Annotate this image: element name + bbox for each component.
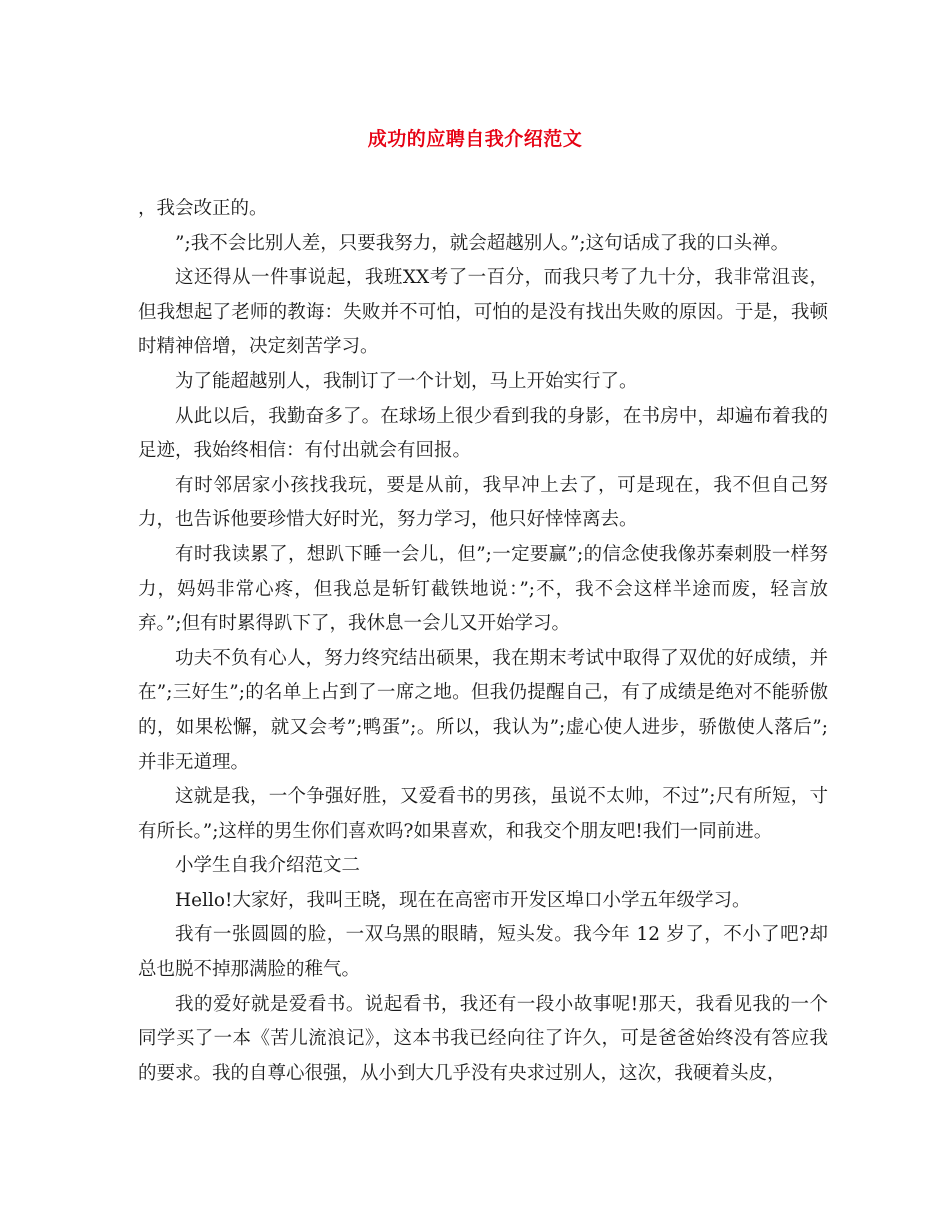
paragraph: 为了能超越别人，我制订了一个计划，马上开始实行了。 (175, 370, 638, 392)
paragraph: 这还得从一件事说起，我班XX考了一百分，而我只考了九十分，我非常沮丧，但我想起了老师的教诲：失败并不可怕，可怕的是没有找出失败的原因。于是，我顿时精神倍增，决定刻苦学习。 (138, 267, 828, 358)
paragraph: 我的爱好就是爱看书。说起看书，我还有一段小故事呢!那天，我看见我的一个同学买了一本《苦儿流浪记》，这本书我已经向往了许久，可是爸爸始终没有答应我的要求。我的自尊心很强，从小到大几乎没有央求过别人，这次，我硬着头皮， (138, 993, 828, 1084)
paragraph: 我有一张圆圆的脸，一双乌黑的眼睛，短头发。我今年 12 岁了，不小了吧?却总也脱不掉那满脸的稚气。 (138, 924, 828, 981)
paragraph: 从此以后，我勤奋多了。在球场上很少看到我的身影，在书房中，却遍布着我的足迹，我始终相信：有付出就会有回报。 (138, 405, 828, 462)
paragraph: Hello!大家好，我叫王晓，现在在高密市开发区埠口小学五年级学习。 (175, 889, 751, 911)
paragraph: 功夫不负有心人，努力终究结出硕果，我在期末考试中取得了双优的好成绩，并在”;三好生”;的名单上占到了一席之地。但我仍提醒自己，有了成绩是绝对不能骄傲的，如果松懈，就又会考”;鸭蛋”;。所以，我认为”;虚心使人进步，骄傲使人落后”;并非无道理。 (138, 647, 828, 773)
paragraph: ”;我不会比别人差，只要我努力，就会超越别人。”;这句话成了我的口头禅。 (175, 232, 790, 254)
document-body (138, 192, 828, 1091)
paragraph: ，我会改正的。 (138, 198, 268, 219)
paragraph: 有时邻居家小孩找我玩，要是从前，我早冲上去了，可是现在，我不但自己努力，也告诉他要珍惜大好时光，努力学习，他只好悻悻离去。 (138, 474, 828, 531)
paragraph: 有时我读累了，想趴下睡一会儿，但”;一定要赢”;的信念使我像苏秦刺股一样努力，妈妈非常心疼，但我总是斩钉截铁地说：”;不，我不会这样半途而废，轻言放弃。”;但有时累得趴下了，我休息一会儿又开始学习。 (138, 543, 828, 635)
section-heading: 小学生自我介绍范文二 (175, 855, 361, 877)
paragraph: 这就是我，一个争强好胜，又爱看书的男孩，虽说不太帅，不过”;尺有所短，寸有所长。”;这样的男生你们喜欢吗?如果喜欢，和我交个朋友吧!我们一同前进。 (138, 786, 828, 842)
document-title: 成功的应聘自我介绍范文 (367, 128, 583, 150)
